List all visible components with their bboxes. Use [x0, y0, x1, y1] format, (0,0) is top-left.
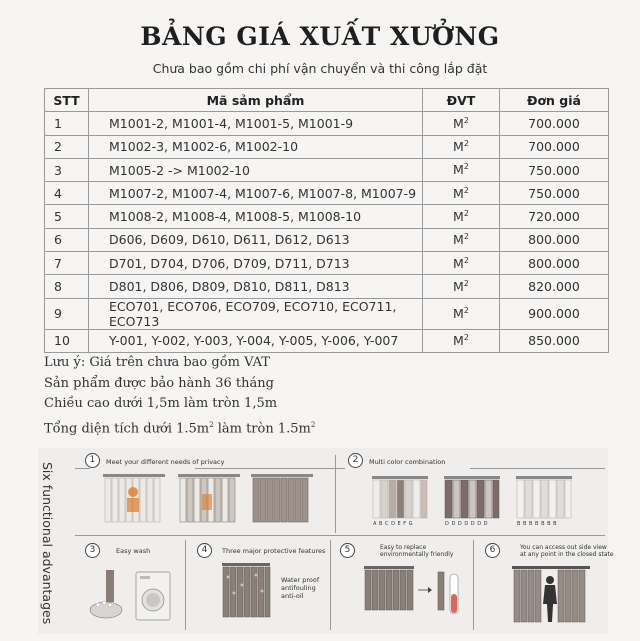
replaceable-strips-illustration	[364, 566, 464, 624]
page-title: BẢNG GIÁ XUẤT XƯỞNG	[140, 22, 500, 51]
row-unit: $M^2$	[423, 228, 500, 251]
row-stt: 9	[45, 298, 89, 329]
notes	[44, 353, 315, 439]
row-unit: $M^2$	[423, 298, 500, 329]
side-view-illustration	[512, 566, 592, 624]
wash-basin	[90, 602, 122, 618]
column-header-unit: ĐVT	[423, 89, 500, 112]
row-stt: 2	[45, 135, 89, 158]
row-product-code: D701, D704, D706, D709, D711, D713	[89, 252, 423, 275]
row-unit: $M^2$	[423, 112, 500, 135]
privacy-curtains-illustration	[103, 474, 333, 524]
features-side-label: Six functional advantages	[40, 462, 55, 625]
table-row	[45, 228, 609, 251]
color-set-b-label: D D D D D D D	[445, 521, 488, 527]
page-subtitle: Chưa bao gồm chi phí vận chuyển và thi công lắp đặt	[152, 61, 488, 76]
row-unit: $M^2$	[423, 275, 500, 298]
feature-6-number: 6	[485, 543, 500, 558]
color-set-b	[444, 476, 500, 518]
price-table	[44, 88, 609, 353]
feature-5-title: Easy to replace environmentally friendly	[380, 544, 454, 558]
row-stt: 1	[45, 112, 89, 135]
feature-3-title: Easy wash	[116, 547, 151, 555]
row-product-code: M1001-2, M1001-4, M1001-5, M1001-9	[89, 112, 423, 135]
row-unit: $M^2$	[423, 182, 500, 205]
color-combination-illustration	[372, 476, 602, 521]
feature-5-number: 5	[340, 543, 355, 558]
row-product-code: M1002-3, M1002-6, M1002-10	[89, 135, 423, 158]
row-stt: 5	[45, 205, 89, 228]
table-row	[45, 252, 609, 275]
table-row	[45, 135, 609, 158]
row-price: 750.000	[500, 182, 609, 205]
feature-2-title: Multi color combination	[369, 458, 446, 466]
note-height: Chiều cao dưới 1,5m làm tròn 1,5m	[44, 396, 278, 411]
row-price: 720.000	[500, 205, 609, 228]
table-row	[45, 298, 609, 329]
feature-4-number: 4	[197, 543, 212, 558]
row-product-code: ECO701, ECO706, ECO709, ECO710, ECO711, ECO713	[89, 298, 423, 329]
row-price: 700.000	[500, 135, 609, 158]
row-product-code: M1005-2 -> M1002-10	[89, 158, 423, 181]
row-stt: 8	[45, 275, 89, 298]
washing-illustration	[88, 560, 178, 626]
table-row	[45, 275, 609, 298]
column-header-price: Đơn giá	[500, 89, 609, 112]
table-row	[45, 158, 609, 181]
column-header-stt: STT	[45, 89, 89, 112]
row-stt: 4	[45, 182, 89, 205]
row-unit: $M^2$	[423, 158, 500, 181]
row-unit: $M^2$	[423, 135, 500, 158]
row-price: 800.000	[500, 252, 609, 275]
note-warranty: Sản phẩm được bảo hành 36 tháng	[44, 375, 274, 391]
row-stt: 6	[45, 228, 89, 251]
row-price: 800.000	[500, 228, 609, 251]
curtain-panel-3	[251, 474, 313, 522]
row-price: 900.000	[500, 298, 609, 329]
row-product-code: D606, D609, D610, D611, D612, D613	[89, 228, 423, 251]
curtain-panel-1	[103, 474, 165, 522]
person-figure	[543, 576, 557, 622]
feature-6-title: You can access out side view at any point in the closed state	[520, 544, 614, 558]
row-unit: $M^2$	[423, 329, 500, 352]
table-body	[45, 112, 609, 353]
feature-3-number: 3	[85, 543, 100, 558]
table-row	[45, 182, 609, 205]
row-unit: $M^2$	[423, 205, 500, 228]
row-stt: 3	[45, 158, 89, 181]
feature-2-number: 2	[348, 453, 363, 468]
feature-4-title: Three major protective features	[222, 547, 326, 555]
row-price: 700.000	[500, 112, 609, 135]
row-stt: 10	[45, 329, 89, 352]
table-row	[45, 112, 609, 135]
single-strip	[438, 572, 444, 610]
feature-1-number: 1	[85, 453, 100, 468]
row-product-code: Y-001, Y-002, Y-003, Y-004, Y-005, Y-006, Y-007	[89, 329, 423, 352]
row-product-code: D801, D806, D809, D810, D811, D813	[89, 275, 423, 298]
feature-1-title: Meet your different needs of privacy	[106, 458, 225, 466]
row-product-code: M1008-2, M1008-4, M1008-5, M1008-10	[89, 205, 423, 228]
row-product-code: M1007-2, M1007-4, M1007-6, M1007-8, M1007-9	[89, 182, 423, 205]
column-header-code: Mã sảm phẩm	[89, 89, 423, 112]
curtain-strip	[106, 570, 114, 602]
color-set-c	[516, 476, 572, 518]
color-set-c-label: B B B B B B B	[517, 521, 558, 527]
protective-curtain-illustration	[222, 563, 272, 623]
table-row	[45, 329, 609, 352]
table-header-row	[45, 89, 609, 112]
curtain-panel-2	[178, 474, 240, 522]
row-stt: 7	[45, 252, 89, 275]
row-price: 750.000	[500, 158, 609, 181]
color-set-a-label: A B C D E F G	[373, 521, 414, 527]
row-price: 820.000	[500, 275, 609, 298]
protective-features-list: Water proof antifouling anti-oil	[281, 576, 320, 600]
note-vat: Lưu ý: Giá trên chưa bao gồm VAT	[44, 355, 270, 370]
color-set-a	[372, 476, 428, 518]
row-unit: $M^2$	[423, 252, 500, 275]
note-area: Tổng diện tích dưới $1.5m^2$ làm tròn $1.5m^2$	[44, 420, 316, 436]
table-row	[45, 205, 609, 228]
row-price: 850.000	[500, 329, 609, 352]
